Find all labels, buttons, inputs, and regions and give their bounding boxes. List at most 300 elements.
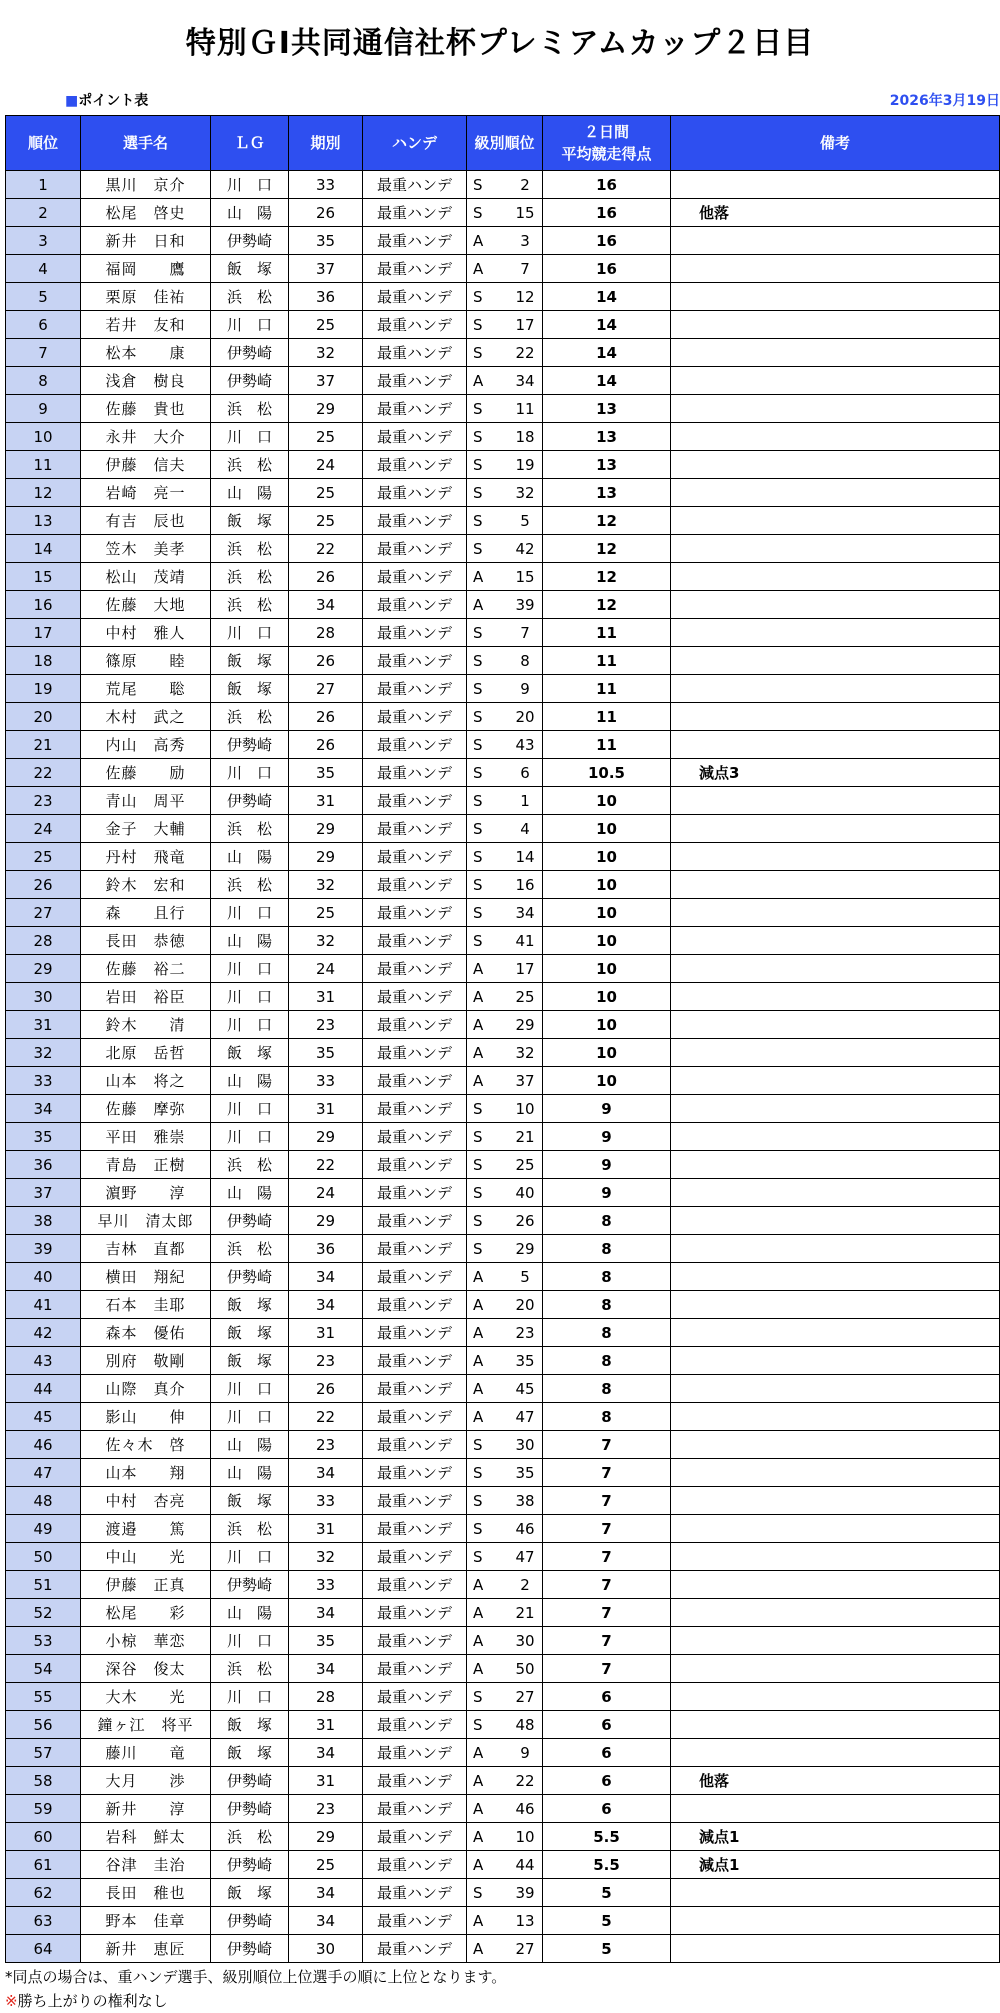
cell-points: 10.5 — [543, 759, 671, 787]
cell-points: 14 — [543, 283, 671, 311]
cell-lg: 伊勢崎 — [211, 339, 289, 367]
table-row — [6, 1151, 1000, 1179]
cell-rank: 35 — [6, 1123, 81, 1151]
cell-remarks — [671, 255, 1000, 283]
cell-hande: 最重ハンデ — [363, 283, 467, 311]
cell-name: 栗原 佳祐 — [81, 283, 211, 311]
square-marker-icon: ■ — [65, 93, 79, 109]
cell-remarks — [671, 1627, 1000, 1655]
cell-term: 26 — [289, 647, 363, 675]
cell-hande: 最重ハンデ — [363, 563, 467, 591]
cell-name: 金子 大輔 — [81, 815, 211, 843]
cell-remarks — [671, 1179, 1000, 1207]
cell-remarks — [671, 1375, 1000, 1403]
cell-lg: 伊勢崎 — [211, 1907, 289, 1935]
table-row — [6, 1543, 1000, 1571]
cell-remarks — [671, 1599, 1000, 1627]
cell-grade-rank — [467, 591, 543, 619]
grade-number: 37 — [515, 1071, 535, 1090]
grade-letter: S — [473, 1519, 483, 1538]
grade-letter: A — [473, 1351, 484, 1370]
cell-term: 25 — [289, 899, 363, 927]
cell-hande: 最重ハンデ — [363, 1851, 467, 1879]
cell-grade-rank — [467, 1319, 543, 1347]
cell-points: 13 — [543, 395, 671, 423]
cell-lg: 飯 塚 — [211, 1291, 289, 1319]
cell-points: 12 — [543, 507, 671, 535]
cell-points: 10 — [543, 955, 671, 983]
table-row — [6, 1291, 1000, 1319]
footnote-tiebreak: *同点の場合は、重ハンデ選手、級別順位上位選手の順に上位となります。 — [5, 1968, 507, 1986]
table-row — [6, 1655, 1000, 1683]
cell-points: 6 — [543, 1739, 671, 1767]
cell-remarks — [671, 1263, 1000, 1291]
table-row — [6, 1011, 1000, 1039]
grade-number: 1 — [520, 791, 530, 810]
table-row — [6, 451, 1000, 479]
cell-name: 藤川 竜 — [81, 1739, 211, 1767]
cell-lg: 川 口 — [211, 1123, 289, 1151]
cell-lg: 伊勢崎 — [211, 1795, 289, 1823]
cell-remarks — [671, 339, 1000, 367]
cell-lg: 川 口 — [211, 1543, 289, 1571]
cell-hande: 最重ハンデ — [363, 451, 467, 479]
cell-term: 32 — [289, 927, 363, 955]
cell-name: 大木 光 — [81, 1683, 211, 1711]
cell-points: 8 — [543, 1235, 671, 1263]
cell-points: 10 — [543, 815, 671, 843]
grade-number: 47 — [515, 1407, 535, 1426]
cell-grade-rank — [467, 843, 543, 871]
cell-points: 7 — [543, 1543, 671, 1571]
grade-number: 7 — [520, 623, 530, 642]
table-row — [6, 591, 1000, 619]
cell-remarks — [671, 227, 1000, 255]
cell-rank: 42 — [6, 1319, 81, 1347]
cell-points: 10 — [543, 871, 671, 899]
cell-points: 16 — [543, 227, 671, 255]
grade-letter: A — [473, 1939, 484, 1958]
grade-number: 4 — [520, 819, 530, 838]
grade-number: 12 — [515, 287, 535, 306]
cell-name: 浅倉 樹良 — [81, 367, 211, 395]
footnote-no-advance — [5, 1989, 506, 2013]
cell-remarks — [671, 563, 1000, 591]
cell-name: 野本 佳章 — [81, 1907, 211, 1935]
grade-number: 20 — [515, 707, 535, 726]
cell-points: 5.5 — [543, 1851, 671, 1879]
cell-name: 岩科 鮮太 — [81, 1823, 211, 1851]
grade-letter: S — [473, 1155, 483, 1174]
cell-hande: 最重ハンデ — [363, 899, 467, 927]
table-row — [6, 1179, 1000, 1207]
cell-remarks — [671, 731, 1000, 759]
cell-grade-rank — [467, 1263, 543, 1291]
table-row — [6, 1627, 1000, 1655]
cell-name: 吉林 直都 — [81, 1235, 211, 1263]
cell-lg: 川 口 — [211, 619, 289, 647]
cell-grade-rank — [467, 1907, 543, 1935]
grade-number: 22 — [515, 343, 535, 362]
cell-rank: 3 — [6, 227, 81, 255]
table-row — [6, 171, 1000, 199]
grade-letter: A — [473, 1911, 484, 1930]
cell-hande: 最重ハンデ — [363, 1907, 467, 1935]
cell-rank: 1 — [6, 171, 81, 199]
grade-number: 25 — [515, 1155, 535, 1174]
table-row — [6, 1095, 1000, 1123]
cell-term: 31 — [289, 787, 363, 815]
cell-term: 22 — [289, 1403, 363, 1431]
grade-letter: S — [473, 343, 483, 362]
cell-lg: 川 口 — [211, 1403, 289, 1431]
cell-lg: 伊勢崎 — [211, 787, 289, 815]
grade-letter: S — [473, 1687, 483, 1706]
cell-remarks — [671, 871, 1000, 899]
cell-hande: 最重ハンデ — [363, 1347, 467, 1375]
cell-remarks — [671, 1683, 1000, 1711]
cell-grade-rank — [467, 1011, 543, 1039]
cell-points: 11 — [543, 731, 671, 759]
grade-letter: A — [473, 1631, 484, 1650]
cell-rank: 11 — [6, 451, 81, 479]
cell-rank: 50 — [6, 1543, 81, 1571]
cell-lg: 川 口 — [211, 983, 289, 1011]
cell-grade-rank — [467, 1487, 543, 1515]
cell-points: 9 — [543, 1151, 671, 1179]
grade-letter: A — [473, 1071, 484, 1090]
grade-letter: S — [473, 203, 483, 222]
table-row — [6, 255, 1000, 283]
cell-name: 中山 光 — [81, 1543, 211, 1571]
grade-letter: S — [473, 931, 483, 950]
cell-grade-rank — [467, 1739, 543, 1767]
cell-term: 33 — [289, 171, 363, 199]
cell-hande: 最重ハンデ — [363, 591, 467, 619]
grade-number: 5 — [520, 1267, 530, 1286]
cell-term: 25 — [289, 507, 363, 535]
cell-term: 34 — [289, 1907, 363, 1935]
cell-hande: 最重ハンデ — [363, 703, 467, 731]
grade-letter: S — [473, 1491, 483, 1510]
cell-remarks — [671, 367, 1000, 395]
grade-number: 23 — [515, 1323, 535, 1342]
cell-term: 36 — [289, 283, 363, 311]
cell-lg: 伊勢崎 — [211, 1263, 289, 1291]
cell-rank: 28 — [6, 927, 81, 955]
table-row — [6, 395, 1000, 423]
grade-number: 44 — [515, 1855, 535, 1874]
cell-rank: 63 — [6, 1907, 81, 1935]
cell-points: 5.5 — [543, 1823, 671, 1851]
cell-hande: 最重ハンデ — [363, 731, 467, 759]
grade-letter: A — [473, 1015, 484, 1034]
cell-points: 11 — [543, 647, 671, 675]
cell-rank: 16 — [6, 591, 81, 619]
cell-lg: 飯 塚 — [211, 675, 289, 703]
table-row — [6, 199, 1000, 227]
cell-rank: 38 — [6, 1207, 81, 1235]
cell-remarks — [671, 703, 1000, 731]
cell-term: 31 — [289, 1095, 363, 1123]
cell-rank: 27 — [6, 899, 81, 927]
cell-grade-rank — [467, 255, 543, 283]
cell-hande: 最重ハンデ — [363, 535, 467, 563]
cell-rank: 8 — [6, 367, 81, 395]
cell-rank: 29 — [6, 955, 81, 983]
cell-points: 10 — [543, 1039, 671, 1067]
cell-term: 33 — [289, 1487, 363, 1515]
table-row — [6, 1879, 1000, 1907]
cell-rank: 39 — [6, 1235, 81, 1263]
cell-name: 佐藤 貴也 — [81, 395, 211, 423]
header-rank: 順位 — [6, 116, 81, 171]
cell-rank: 53 — [6, 1627, 81, 1655]
grade-letter: S — [473, 1715, 483, 1734]
table-row — [6, 1935, 1000, 1963]
table-row — [6, 1515, 1000, 1543]
cell-name: 山際 真介 — [81, 1375, 211, 1403]
cell-lg: 川 口 — [211, 759, 289, 787]
cell-remarks: 減点1 — [671, 1851, 1000, 1879]
cell-rank: 9 — [6, 395, 81, 423]
cell-name: 長田 恭徳 — [81, 927, 211, 955]
grade-number: 39 — [515, 595, 535, 614]
grade-number: 30 — [515, 1435, 535, 1454]
grade-number: 17 — [515, 315, 535, 334]
cell-term: 32 — [289, 339, 363, 367]
cell-grade-rank — [467, 1207, 543, 1235]
grade-letter: S — [473, 427, 483, 446]
grade-number: 11 — [515, 399, 535, 418]
cell-lg: 山 陽 — [211, 927, 289, 955]
cell-lg: 川 口 — [211, 1095, 289, 1123]
note-mark-icon: ※ — [5, 1992, 18, 2010]
cell-lg: 浜 松 — [211, 1655, 289, 1683]
cell-grade-rank — [467, 535, 543, 563]
cell-remarks — [671, 1711, 1000, 1739]
grade-number: 26 — [515, 1211, 535, 1230]
cell-term: 29 — [289, 1123, 363, 1151]
cell-points: 7 — [543, 1599, 671, 1627]
grade-letter: S — [473, 455, 483, 474]
cell-grade-rank — [467, 815, 543, 843]
cell-term: 31 — [289, 1711, 363, 1739]
cell-remarks — [671, 1907, 1000, 1935]
cell-points: 14 — [543, 339, 671, 367]
table-body — [6, 171, 1000, 1963]
cell-hande: 最重ハンデ — [363, 983, 467, 1011]
cell-rank: 51 — [6, 1571, 81, 1599]
cell-points: 7 — [543, 1655, 671, 1683]
cell-remarks — [671, 1739, 1000, 1767]
cell-grade-rank — [467, 1291, 543, 1319]
grade-letter: A — [473, 1743, 484, 1762]
header-remarks: 備考 — [671, 116, 1000, 171]
cell-lg: 伊勢崎 — [211, 1767, 289, 1795]
cell-hande: 最重ハンデ — [363, 1151, 467, 1179]
cell-grade-rank — [467, 451, 543, 479]
grade-letter: S — [473, 903, 483, 922]
table-row — [6, 1571, 1000, 1599]
cell-remarks: 減点3 — [671, 759, 1000, 787]
cell-term: 32 — [289, 1543, 363, 1571]
cell-points: 16 — [543, 199, 671, 227]
cell-grade-rank — [467, 1123, 543, 1151]
cell-name: 平田 雅崇 — [81, 1123, 211, 1151]
grade-number: 21 — [515, 1127, 535, 1146]
cell-term: 34 — [289, 1459, 363, 1487]
grade-letter: S — [473, 1127, 483, 1146]
cell-rank: 43 — [6, 1347, 81, 1375]
cell-hande: 最重ハンデ — [363, 1039, 467, 1067]
cell-term: 25 — [289, 1851, 363, 1879]
cell-remarks — [671, 815, 1000, 843]
cell-remarks — [671, 1319, 1000, 1347]
cell-grade-rank — [467, 1823, 543, 1851]
grade-number: 7 — [520, 259, 530, 278]
cell-lg: 浜 松 — [211, 591, 289, 619]
cell-hande: 最重ハンデ — [363, 1487, 467, 1515]
grade-letter: A — [473, 959, 484, 978]
grade-number: 29 — [515, 1239, 535, 1258]
point-table-label — [65, 90, 148, 110]
grade-letter: S — [473, 791, 483, 810]
table-row — [6, 1431, 1000, 1459]
cell-remarks — [671, 1067, 1000, 1095]
table-row — [6, 1795, 1000, 1823]
grade-number: 2 — [520, 1575, 530, 1594]
header-hande: ハンデ — [363, 116, 467, 171]
grade-letter: S — [473, 1211, 483, 1230]
page-title: 特別ＧⅠ共同通信社杯プレミアムカップ２日目 — [185, 26, 815, 61]
cell-points: 5 — [543, 1907, 671, 1935]
cell-name: 鈴木 宏和 — [81, 871, 211, 899]
cell-term: 29 — [289, 815, 363, 843]
cell-remarks — [671, 1011, 1000, 1039]
table-row — [6, 759, 1000, 787]
grade-letter: A — [473, 1043, 484, 1062]
cell-term: 26 — [289, 1375, 363, 1403]
cell-name: 松山 茂靖 — [81, 563, 211, 591]
cell-name: 佐藤 励 — [81, 759, 211, 787]
cell-remarks — [671, 479, 1000, 507]
grade-letter: S — [473, 679, 483, 698]
cell-hande: 最重ハンデ — [363, 1543, 467, 1571]
table-row — [6, 479, 1000, 507]
cell-grade-rank — [467, 1431, 543, 1459]
grade-letter: S — [473, 651, 483, 670]
cell-lg: 飯 塚 — [211, 1347, 289, 1375]
cell-hande: 最重ハンデ — [363, 1823, 467, 1851]
cell-hande: 最重ハンデ — [363, 507, 467, 535]
grade-letter: A — [473, 1855, 484, 1874]
grade-number: 34 — [515, 903, 535, 922]
cell-remarks — [671, 1879, 1000, 1907]
cell-grade-rank — [467, 899, 543, 927]
cell-remarks — [671, 451, 1000, 479]
cell-rank: 46 — [6, 1431, 81, 1459]
grade-number: 35 — [515, 1351, 535, 1370]
cell-hande: 最重ハンデ — [363, 339, 467, 367]
cell-points: 7 — [543, 1431, 671, 1459]
cell-name: 新井 淳 — [81, 1795, 211, 1823]
cell-grade-rank — [467, 1627, 543, 1655]
cell-term: 37 — [289, 255, 363, 283]
cell-remarks — [671, 787, 1000, 815]
table-row — [6, 1599, 1000, 1627]
cell-term: 23 — [289, 1011, 363, 1039]
cell-lg: 浜 松 — [211, 283, 289, 311]
header-points — [543, 116, 671, 171]
cell-lg: 山 陽 — [211, 1179, 289, 1207]
cell-hande: 最重ハンデ — [363, 1067, 467, 1095]
cell-term: 23 — [289, 1795, 363, 1823]
table-row — [6, 1347, 1000, 1375]
grade-number: 9 — [520, 1743, 530, 1762]
point-table-label-text: ポイント表 — [78, 93, 149, 109]
grade-letter: A — [473, 1827, 484, 1846]
cell-hande: 最重ハンデ — [363, 1179, 467, 1207]
table-row — [6, 703, 1000, 731]
header-name: 選手名 — [81, 116, 211, 171]
cell-grade-rank — [467, 1347, 543, 1375]
cell-term: 25 — [289, 311, 363, 339]
cell-points: 10 — [543, 983, 671, 1011]
cell-points: 6 — [543, 1683, 671, 1711]
table-row — [6, 311, 1000, 339]
grade-number: 45 — [515, 1379, 535, 1398]
cell-hande: 最重ハンデ — [363, 1431, 467, 1459]
grade-number: 10 — [515, 1099, 535, 1118]
cell-hande: 最重ハンデ — [363, 1095, 467, 1123]
ranking-table — [5, 115, 1000, 1963]
cell-hande: 最重ハンデ — [363, 927, 467, 955]
cell-term: 26 — [289, 731, 363, 759]
cell-hande: 最重ハンデ — [363, 1291, 467, 1319]
cell-rank: 18 — [6, 647, 81, 675]
cell-name: 松本 康 — [81, 339, 211, 367]
cell-rank: 21 — [6, 731, 81, 759]
cell-points: 10 — [543, 927, 671, 955]
table-row — [6, 731, 1000, 759]
cell-grade-rank — [467, 339, 543, 367]
grade-number: 41 — [515, 931, 535, 950]
cell-lg: 浜 松 — [211, 1823, 289, 1851]
cell-name: 佐藤 大地 — [81, 591, 211, 619]
cell-lg: 浜 松 — [211, 871, 289, 899]
cell-points: 12 — [543, 563, 671, 591]
cell-name: 有吉 辰也 — [81, 507, 211, 535]
cell-lg: 川 口 — [211, 423, 289, 451]
cell-term: 25 — [289, 423, 363, 451]
table-row — [6, 507, 1000, 535]
grade-letter: A — [473, 1603, 484, 1622]
cell-remarks — [671, 1291, 1000, 1319]
cell-grade-rank — [467, 1851, 543, 1879]
grade-letter: A — [473, 1771, 484, 1790]
cell-hande: 最重ハンデ — [363, 227, 467, 255]
cell-name: 木村 武之 — [81, 703, 211, 731]
table-row — [6, 339, 1000, 367]
cell-grade-rank — [467, 1683, 543, 1711]
cell-term: 33 — [289, 1067, 363, 1095]
grade-letter: S — [473, 511, 483, 530]
cell-rank: 15 — [6, 563, 81, 591]
cell-lg: 伊勢崎 — [211, 1571, 289, 1599]
cell-term: 31 — [289, 983, 363, 1011]
cell-remarks — [671, 535, 1000, 563]
